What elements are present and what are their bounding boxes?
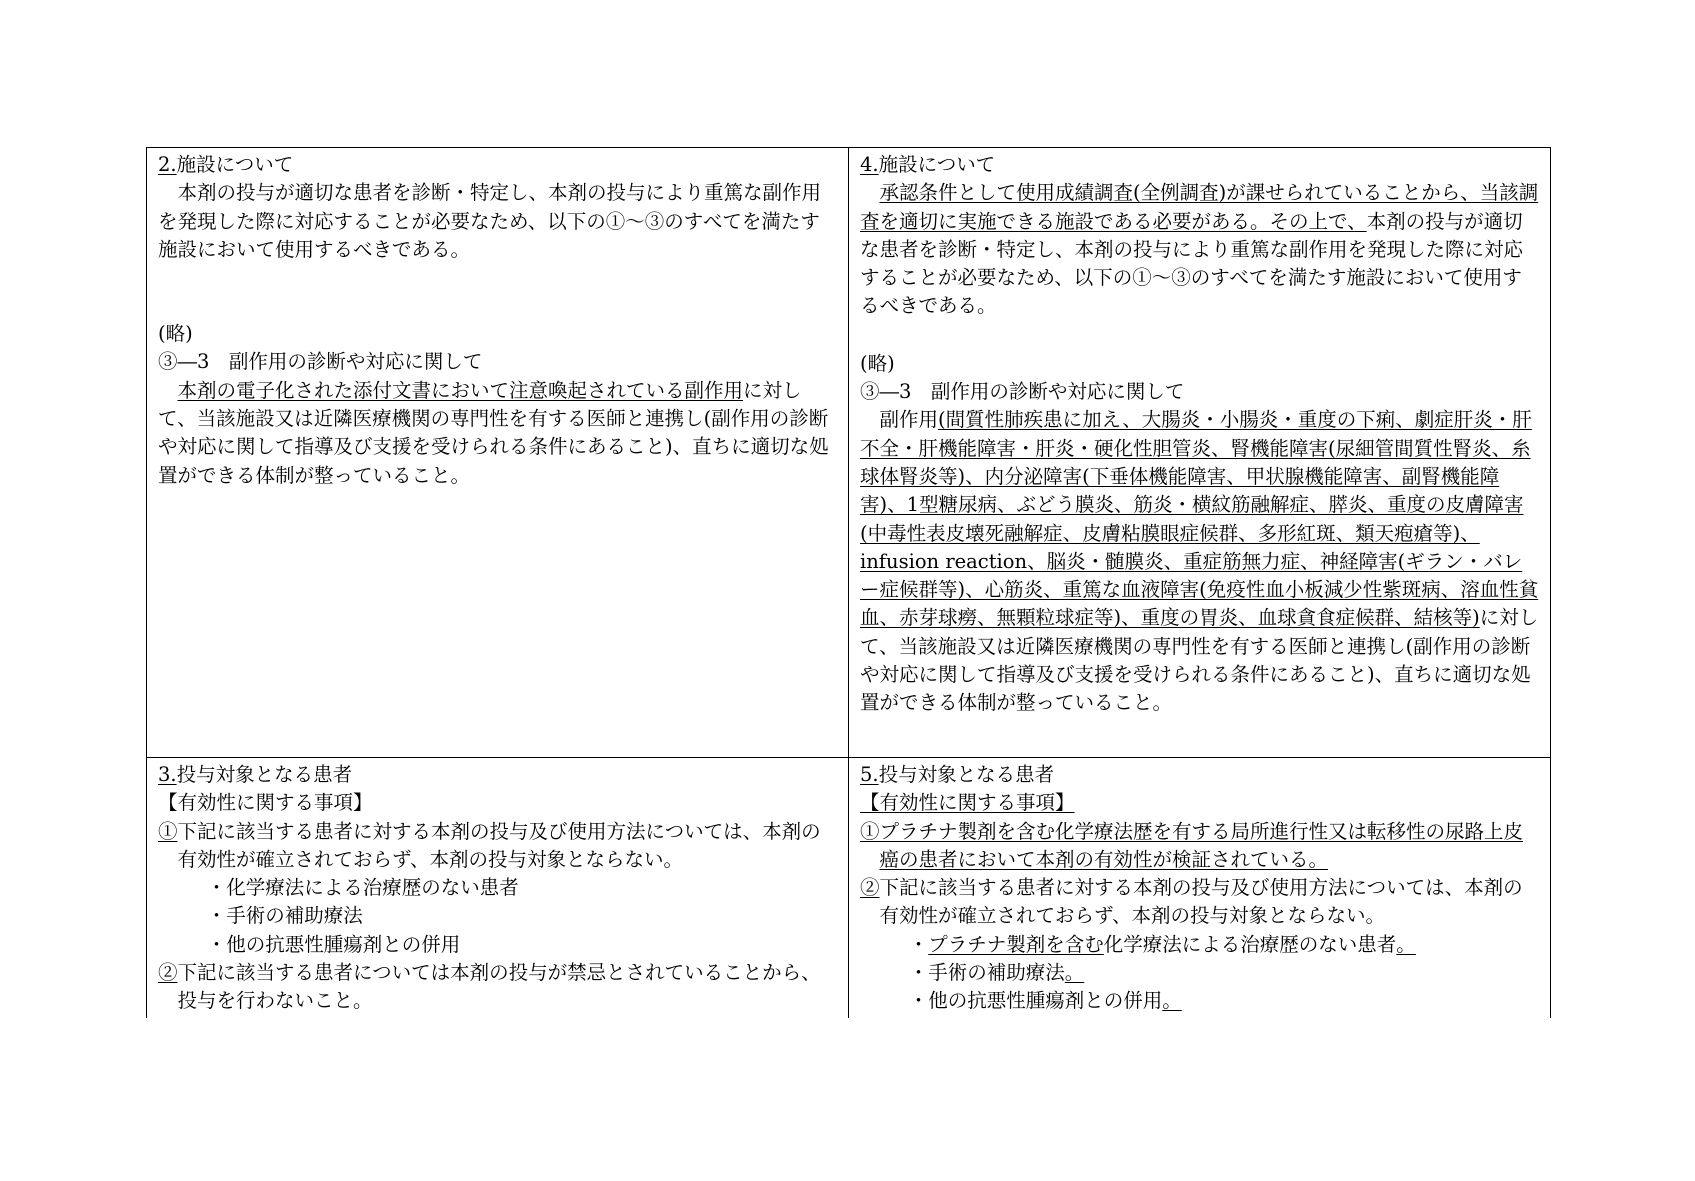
right-bullet-1-end: 。 <box>1396 932 1416 956</box>
table-row-patients <box>147 758 1551 1019</box>
left-item3-body <box>158 377 838 490</box>
left-facility-cell <box>147 148 849 758</box>
right-bullet-1-underlined: プラチナ製剤を含む <box>928 932 1104 956</box>
right-efficacy-heading-text: 【有効性に関する事項】 <box>860 791 1075 815</box>
right-item1-text: プラチナ製剤を含む化学療法歴を有する局所進行性又は転移性の尿路上皮癌の患者において本剤の有効性が検証されている。 <box>879 819 1524 871</box>
right-item2 <box>860 874 1540 931</box>
right-efficacy-heading <box>860 789 1540 817</box>
left-item1 <box>158 818 838 875</box>
right-bullet-2-text: ・手術の補助療法 <box>908 961 1065 985</box>
left-item2 <box>158 959 838 1016</box>
right-item3-underlined: (間質性肺疾患に加え、大腸炎・小腸炎・重度の下痢、劇症肝炎・肝不全・肝機能障害・肝炎・硬化性胆管炎、腎機能障害(尿細管間質性腎炎、糸球体腎炎等)、内分泌障害(下垂体機能障害、甲状腺機能障害、副腎機能障害)、1型糖尿病、ぶどう膜炎、筋炎・横紋筋融解症、膵炎、重度の皮膚障害(中毒性表皮壊死融解症、皮膚粘膜眼症候群、多形紅斑、類天疱瘡等)、 infusion reaction、脳炎・髄膜炎、重症筋無力症、神経障害(ギラン・バレー症候群等)、心筋炎、重篤な血液障害(免疫性血小板減少性紫斑病、溶血性貧血、赤芽球癆、無顆粒球症等)、重度の胃炎、血球貪食症候群、結核等) <box>860 408 1539 630</box>
left-item1-num: ① <box>158 819 178 843</box>
right-bullet-1 <box>860 931 1540 959</box>
right-patients-heading <box>860 761 1540 789</box>
left-efficacy-heading: 【有効性に関する事項】 <box>158 791 373 815</box>
right-bullet-2-end: 。 <box>1064 961 1085 985</box>
right-item3-lead: 副作用 <box>879 408 939 432</box>
left-facility-omitted: (略) <box>158 322 193 346</box>
left-item2-num: ② <box>158 961 178 985</box>
table-row-facility <box>147 148 1551 758</box>
right-item1 <box>860 818 1540 875</box>
right-facility-heading <box>860 151 1540 179</box>
right-item3-title: ③―3 副作用の診断や対応に関して <box>860 380 1185 404</box>
left-patients-cell <box>147 758 849 1019</box>
right-facility-intro <box>860 179 1540 320</box>
left-item1-text: 下記に該当する患者に対する本剤の投与及び使用方法については、本剤の有効性が確立されておらず、本剤の投与対象とならない。 <box>177 819 821 871</box>
right-facility-intro-rest: 本剤の投与が適切な患者を診断・特定し、本剤の投与により重篤な副作用を発現した際に対応することが必要なため、以下の①～③のすべてを満たす施設において使用するべきである。 <box>860 209 1524 318</box>
left-item2-text: 下記に該当する患者については本剤の投与が禁忌とされていることから、投与を行わないこと。 <box>177 961 821 1013</box>
right-bullet-2 <box>860 959 1540 987</box>
right-item3-body <box>860 406 1540 717</box>
right-bullet-3-text: ・他の抗悪性腫瘍剤との併用 <box>908 989 1163 1013</box>
right-facility-intro-underlined: 承認条件として使用成績調査(全例調査)が課せられていることから、当該調査を適切に実施できる施設である必要がある。その上で、 <box>860 181 1539 233</box>
left-patients-heading <box>158 761 838 789</box>
left-facility-heading-num: 2. <box>158 153 177 176</box>
spacer <box>158 264 838 320</box>
left-facility-intro: 本剤の投与が適切な患者を診断・特定し、本剤の投与により重篤な副作用を発現した際に対応することが必要なため、以下の①～③のすべてを満たす施設において使用するべきである。 <box>158 181 822 261</box>
left-item3-title: ③―3 副作用の診断や対応に関して <box>158 350 483 374</box>
left-patients-heading-num: 3. <box>158 763 177 786</box>
left-bullet-3: ・他の抗悪性腫瘍剤との併用 <box>206 932 461 956</box>
right-facility-omitted: (略) <box>860 351 895 375</box>
right-patients-heading-num: 5. <box>860 763 879 786</box>
right-patients-heading-text: 投与対象となる患者 <box>878 763 1055 786</box>
right-facility-cell <box>849 148 1551 758</box>
right-bullet-3 <box>860 987 1540 1015</box>
right-patients-cell <box>849 758 1551 1019</box>
left-item3-underlined: 本剤の電子化された添付文書において注意喚起されている副作用 <box>177 378 744 402</box>
left-facility-heading-text: 施設について <box>176 153 294 176</box>
right-facility-heading-num: 4. <box>860 153 879 176</box>
right-item1-num: ① <box>860 819 880 843</box>
left-item3-rest: に対して、当該施設又は近隣医療機関の専門性を有する医師と連携し(副作用の診断や対応に関して指導及び支援を受けられる条件にあること)、直ちに適切な処置ができる体制が整っていること。 <box>158 378 829 487</box>
left-bullet-1: ・化学療法による治療歴のない患者 <box>206 876 519 900</box>
left-facility-heading <box>158 151 838 179</box>
right-item2-text: 下記に該当する患者に対する本剤の投与及び使用方法については、本剤の有効性が確立されておらず、本剤の投与対象とならない。 <box>879 876 1523 928</box>
right-item2-num: ② <box>860 876 880 900</box>
left-patients-heading-text: 投与対象となる患者 <box>176 763 353 786</box>
comparison-table <box>146 147 1551 1018</box>
right-bullet-3-end: 。 <box>1162 989 1182 1013</box>
left-bullet-2: ・手術の補助療法 <box>206 904 363 928</box>
right-bullet-1-text: 化学療法による治療歴のない患者 <box>1103 932 1397 956</box>
spacer <box>860 321 1540 350</box>
right-facility-heading-text: 施設について <box>878 153 996 176</box>
right-item3-rest: に対して、当該施設又は近隣医療機関の専門性を有する医師と連携し(副作用の診断や対応に関して指導及び支援を受けられる条件にあること)、直ちに適切な処置ができる体制が整っていること。 <box>860 606 1539 715</box>
right-bullet-1-dot: ・ <box>908 932 929 956</box>
